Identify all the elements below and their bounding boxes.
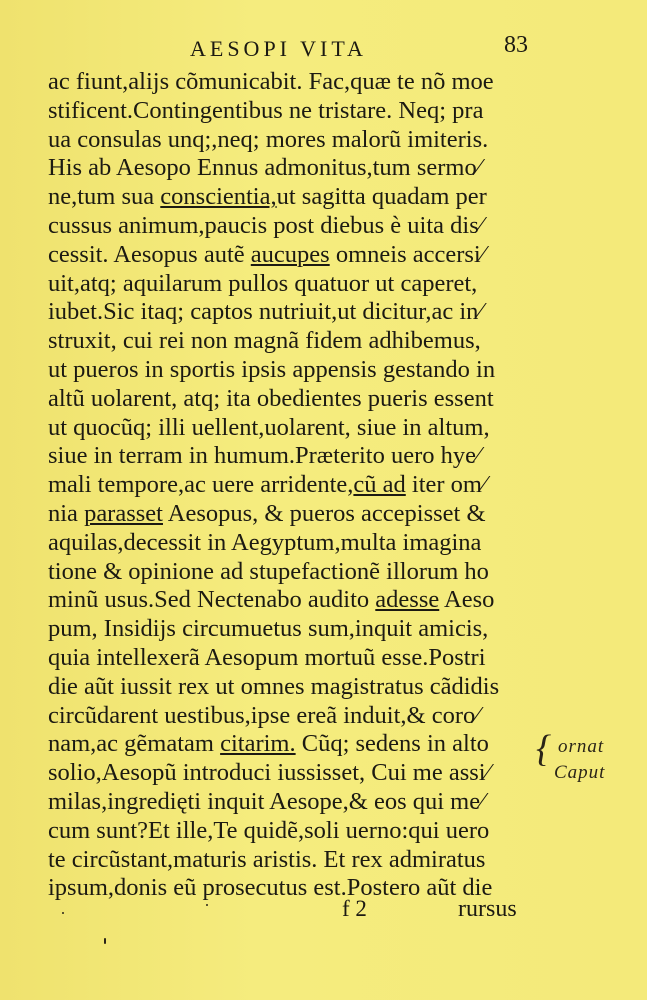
underlined-word: cũ ad [353, 471, 406, 499]
text-line: quia intellexerã Aesopum mortuũ esse.Postri [48, 643, 486, 671]
text-line: ua consulas unq;,neq; mores malorũ imiteris. [48, 125, 489, 153]
underlined-word: parasset [84, 499, 163, 527]
text-line: circũdarent uestibus,ipse ereã induit,& coro⁄ [48, 701, 480, 729]
text-segment: nia [48, 499, 85, 527]
text-line: iubet.Sic itaq; captos nutriuit,ut dicitur,ac in⁄ [48, 298, 483, 326]
text-line: tione & opinione ad stupefactionẽ illorum ho [48, 557, 489, 585]
text-line: ac fiunt,alijs cõmunicabit. Fac,quæ te nõ moe [48, 68, 494, 95]
text-line: ut pueros in sportis ipsis appensis gestando in [48, 355, 496, 383]
text-line: altũ uolarent, atq; ita obedientes pueris essent [48, 384, 494, 412]
text-segment: ne,tum sua [48, 183, 161, 211]
text-segment: Aesopus, & pueros accepisset & [162, 499, 486, 527]
text-segment: Aeso [439, 586, 495, 614]
text-segment: nam,ac gẽmatam [48, 730, 221, 758]
margin-note-line: ornat [558, 736, 605, 757]
margin-note-line: Caput [554, 762, 606, 783]
text-segment: minũ usus.Sed Nectenabo audito [48, 586, 376, 614]
text-line: pum, Insidijs circumuetus sum,inquit amicis, [48, 615, 489, 643]
underlined-word: citarim. [220, 730, 296, 758]
text-line: te circũstant,maturis aristis. Et rex admiratus [48, 845, 486, 873]
text-line: cussus animum,paucis post diebus è uita dis⁄ [48, 211, 483, 239]
ink-speck [206, 904, 208, 906]
text-line [48, 500, 533, 529]
text-line: die aũt iussit rex ut omnes magistratus cãdidis [48, 672, 500, 700]
signature-mark: f 2 [342, 896, 367, 921]
text-segment: iter om⁄ [405, 471, 487, 499]
text-line: aquilas,decessit in Aegyptum,multa imagina [48, 528, 482, 556]
text-line [48, 183, 533, 212]
text-line: stificent.Contingentibus ne tristare. Neq; pra [48, 96, 484, 124]
running-head: AESOPI VITA [190, 36, 367, 61]
margin-bracket: { [536, 728, 552, 770]
catchword: rursus [458, 896, 517, 922]
text-line: ut quocũq; illi uellent,uolarent, siue in altum, [48, 413, 490, 441]
body-text [48, 68, 533, 903]
text-line: milas,ingredięti inquit Aesope,& eos qui me⁄ [48, 787, 485, 815]
ink-speck [104, 938, 106, 944]
text-line: struxit, cui rei non magnã fidem adhibemus, [48, 327, 481, 355]
text-segment: cessit. Aesopus autẽ [48, 240, 251, 268]
underlined-word: aucupes [250, 240, 330, 268]
text-line: uit,atq; aquilarum pullos quatuor ut caperet, [48, 269, 478, 297]
text-line: siue in terram in humum.Præterito uero hye⁄ [48, 442, 481, 470]
text-segment: omneis accersi⁄ [329, 240, 485, 268]
text-line [48, 471, 533, 500]
text-line [48, 241, 533, 270]
ink-speck [62, 912, 64, 914]
text-line: solio,Aesopũ introduci iussisset, Cui me assi⁄ [48, 759, 490, 787]
folio-number: 83 [504, 32, 528, 58]
text-line: ipsum,donis eũ prosecutus est.Postero aũt die [48, 874, 493, 902]
text-segment: mali tempore,ac uere arridente, [48, 471, 354, 499]
text-segment: ut sagitta quadam per [276, 183, 487, 211]
text-line: cum sunt?Et ille,Te quidẽ,soli uerno:qui uero [48, 816, 490, 844]
underlined-word: adesse [375, 586, 440, 614]
text-segment: Cũq; sedens in alto [295, 730, 489, 758]
text-line [48, 730, 533, 759]
text-line [48, 586, 533, 615]
underlined-word: conscientia, [160, 183, 277, 211]
text-line: His ab Aesopo Ennus admonitus,tum sermo⁄ [48, 154, 481, 182]
